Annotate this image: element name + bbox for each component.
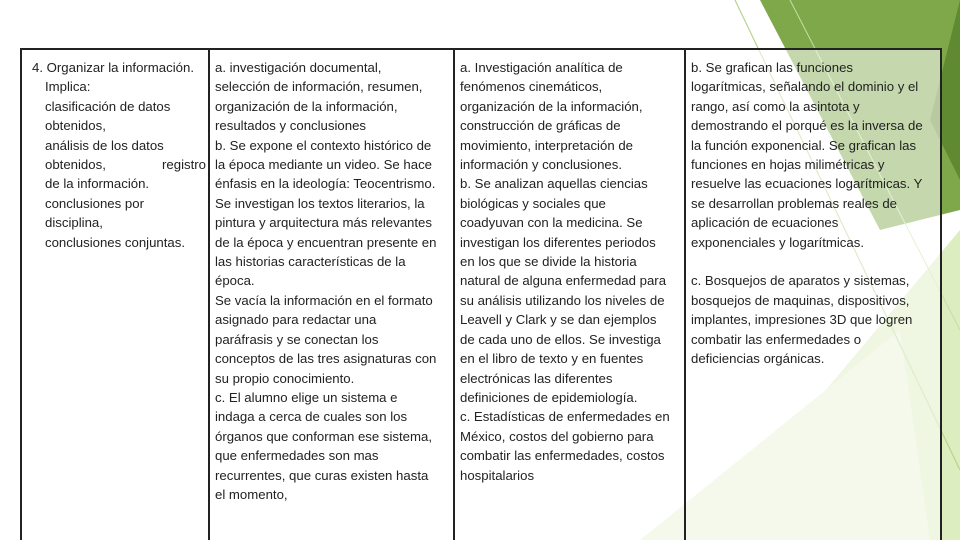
- table-column-documental: [208, 50, 453, 540]
- c2-line-lines-18: indaga a cerca de cuales son los: [215, 409, 408, 425]
- c3-line-lines-8: coadyuvan con la medicina. Se: [460, 215, 643, 231]
- c2-line-lines-14: paráfrasis y se conectan los: [215, 331, 379, 347]
- c2-line-lines-20: que enfermedades son mas: [215, 448, 379, 464]
- col1-split-line: [32, 155, 208, 174]
- c4-line-lines-5: funciones en hojas milimétricas y: [691, 157, 885, 173]
- c2-line-lines-1: selección de información, resumen,: [215, 79, 423, 95]
- col1-split-left: obtenidos,: [45, 157, 106, 173]
- c3-line-lines-2: organización de la información,: [460, 98, 643, 114]
- c1-line-after-0: de la información.: [45, 176, 150, 192]
- c2-line-lines-4: b. Se expone el contexto histórico de: [215, 137, 432, 153]
- c1-line-lines-1: clasificación de datos: [45, 98, 171, 114]
- c3-line-lines-11: natural de alguna enfermedad para: [460, 273, 667, 289]
- c2-line-lines-19: órganos que conforman ese sistema,: [215, 428, 432, 444]
- c3-line-lines-1: fenómenos cinemáticos,: [460, 79, 603, 95]
- c3-line-lines-17: definiciones de epidemiología.: [460, 389, 638, 405]
- c2-line-lines-15: conceptos de las tres asignaturas con: [215, 351, 437, 367]
- col1-lines: [32, 77, 208, 155]
- c4-line-lines-3: demostrando el porqué es la inversa de: [691, 118, 923, 134]
- col4-lines: [691, 58, 938, 369]
- c2-line-lines-21: recurrentes, que curas existen hasta: [215, 467, 429, 483]
- c4-line-lines-8: aplicación de ecuaciones: [691, 215, 839, 231]
- col3-lines: [460, 58, 682, 485]
- col2-lines: [215, 58, 450, 504]
- c2-line-lines-12: Se vacía la información en el formato: [215, 292, 433, 308]
- c4-line-lines-6: resuelve las ecuaciones logarítmicas. Y: [691, 176, 923, 192]
- col1-lines-after: [32, 174, 208, 252]
- c3-line-lines-20: combatir las enfermedades, costos: [460, 448, 665, 464]
- c1-line-3: análisis de los datos: [45, 137, 164, 153]
- c2-line-lines-5: la época mediante un video. Se hace: [215, 157, 433, 173]
- c2-line-lines-16: su propio conocimiento.: [215, 370, 355, 386]
- table-column-funciones: [684, 50, 940, 540]
- c4-line-lines-13: implantes, impresiones 3D que logren: [691, 312, 913, 328]
- c4-line-lines-2: rango, así como la asintota y: [691, 98, 860, 114]
- c3-line-lines-13: Leavell y Clark y se dan ejemplos: [460, 312, 657, 328]
- c1-line-after-2: disciplina,: [45, 215, 103, 231]
- c2-line-lines-8: pintura y arquitectura más relevantes: [215, 215, 432, 231]
- c2-line-lines-2: organización de la información,: [215, 98, 398, 114]
- c3-line-lines-15: en el libro de texto y en fuentes: [460, 351, 644, 367]
- c3-line-lines-21: hospitalarios: [460, 467, 535, 483]
- c3-line-lines-10: en los que se divide la historia: [460, 254, 637, 270]
- table-column-analitica: [453, 50, 684, 540]
- content-table: [20, 48, 942, 540]
- c4-line-lines-11: c. Bosquejos de aparatos y sistemas,: [691, 273, 910, 289]
- c2-line-lines-3: resultados y conclusiones: [215, 118, 367, 134]
- c3-line-lines-12: su análisis utilizando los niveles de: [460, 292, 665, 308]
- col1-heading: 4. Organizar la información.: [32, 60, 194, 75]
- c4-line-lines-4: la función exponencial. Se grafican las: [691, 137, 917, 153]
- c2-line-lines-0: a. investigación documental,: [215, 60, 382, 75]
- c3-line-lines-7: biológicas y sociales que: [460, 195, 606, 211]
- c3-line-lines-16: electrónicas las diferentes: [460, 370, 613, 386]
- c3-line-lines-0: a. Investigación analítica de: [460, 60, 623, 75]
- c4-line-lines-10: [691, 252, 938, 271]
- c3-line-lines-9: investigan los diferentes periodos: [460, 234, 656, 250]
- c1-line-lines-0: Implica:: [45, 79, 91, 95]
- c2-line-lines-22: el momento,: [215, 486, 288, 502]
- c2-line-lines-11: época.: [215, 273, 255, 289]
- c4-line-lines-12: bosquejos de maquinas, dispositivos,: [691, 292, 910, 308]
- c3-line-lines-5: información y conclusiones.: [460, 157, 622, 173]
- c2-line-lines-9: de la época y encuentran presente en: [215, 234, 437, 250]
- c2-line-lines-17: c. El alumno elige un sistema e: [215, 389, 398, 405]
- c4-line-lines-0: b. Se grafican las funciones: [691, 60, 854, 75]
- c4-line-lines-15: deficiencias orgánicas.: [691, 351, 825, 367]
- c3-line-lines-4: movimiento, interpretación de: [460, 137, 633, 153]
- c1-line-after-3: conclusiones conjuntas.: [45, 234, 186, 250]
- c3-line-lines-14: de cada uno de ellos. Se investiga: [460, 331, 661, 347]
- c2-line-lines-7: Se investigan los textos literarios, la: [215, 195, 425, 211]
- c3-line-lines-18: c. Estadísticas de enfermedades en: [460, 409, 670, 425]
- col1-split-right: registro: [162, 157, 206, 173]
- c4-line-lines-14: combatir las enfermedades o: [691, 331, 862, 347]
- c4-line-lines-7: se desarrollan problemas reales de: [691, 195, 897, 211]
- c3-line-lines-6: b. Se analizan aquellas ciencias: [460, 176, 648, 192]
- c4-line-lines-9: exponenciales y logarítmicas.: [691, 234, 864, 250]
- c4-line-lines-1: logarítmicas, señalando el dominio y el: [691, 79, 919, 95]
- c2-line-lines-6: énfasis en la ideología: Teocentrismo.: [215, 176, 436, 192]
- c1-line-lines-2: obtenidos,: [45, 118, 106, 134]
- c2-line-lines-10: las historias características de la: [215, 254, 406, 270]
- c3-line-lines-19: México, costos del gobierno para: [460, 428, 654, 444]
- c3-line-lines-3: construcción de gráficas de: [460, 118, 621, 134]
- c2-line-lines-13: asignado para redactar una: [215, 312, 377, 328]
- c1-line-after-1: conclusiones por: [45, 195, 144, 211]
- table-column-organize: [22, 50, 208, 540]
